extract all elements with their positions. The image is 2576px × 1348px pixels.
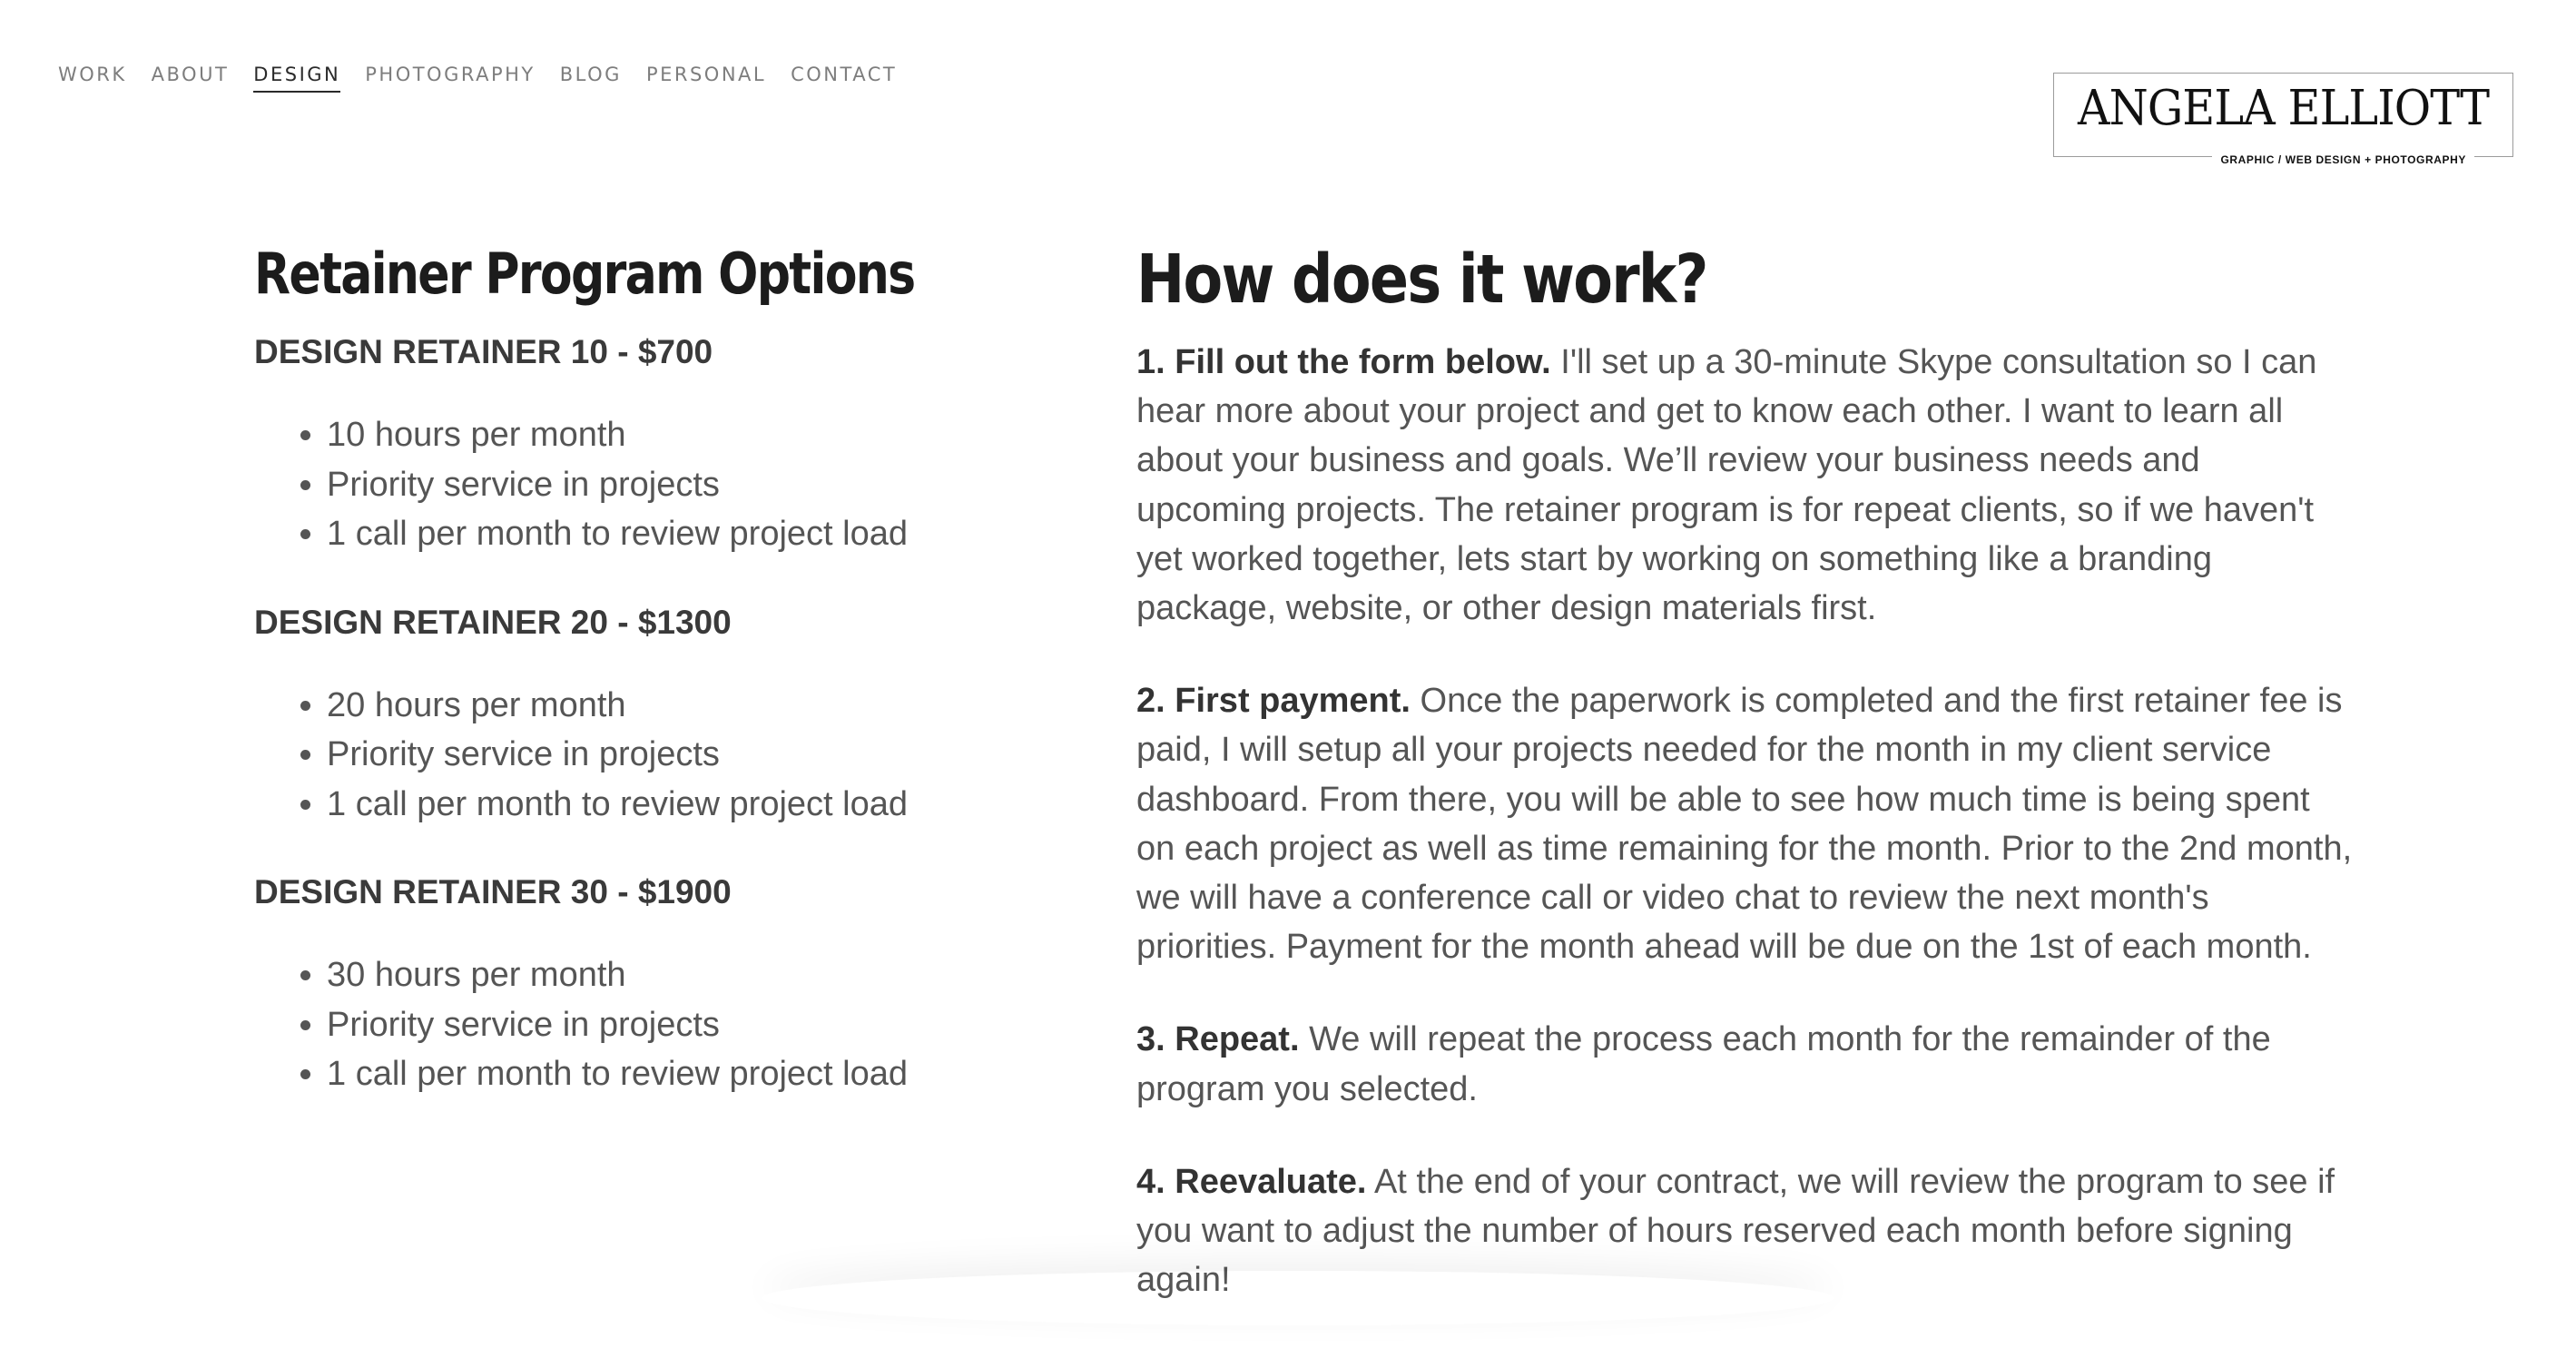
nav-item-personal[interactable]: PERSONAL <box>645 64 767 85</box>
list-item: • 20 hours per month <box>327 681 1053 731</box>
plan-retainer-30 <box>254 871 1053 1099</box>
nav-item-design[interactable]: DESIGN <box>253 64 340 93</box>
site-logo[interactable] <box>2053 73 2513 166</box>
how-it-works-title: How does it work? <box>1136 241 1707 319</box>
plan-title: DESIGN RETAINER 30 - $1900 <box>254 873 732 910</box>
step-text: Once the paperwork is completed and the first retainer fee is paid, I will setup all your projects needed for the month in my client service dashboard. From there, you will be able to see how much time is being spent on each project as well as time remaining for the month. Prior to the 2nd month, we will have a conference call or video chat to review the next month's priorities. Payment for the month ahead will be due on the 1st of each month. <box>1136 682 2353 967</box>
nav-item-photography[interactable]: PHOTOGRAPHY <box>365 64 536 85</box>
logo-name: ANGELA ELLIOTT <box>2077 81 2490 136</box>
plan-retainer-20 <box>254 601 1053 830</box>
step-lead: 3. Repeat. <box>1136 1020 1300 1059</box>
list-item: • Priority service in projects <box>327 1000 1053 1050</box>
nav-item-blog[interactable]: BLOG <box>559 64 622 85</box>
list-item: • 1 call per month to review project load <box>327 509 1053 559</box>
step-text: I'll set up a 30-minute Skype consultation so I can hear more about your project and get to know each other. I want to learn all about your business and goals. We’ll review your business needs and upcoming projects. The retainer program is for repeat clients, so if we haven't yet worked together, lets start by working on something like a branding package, website, or other design materials first. <box>1136 343 2317 628</box>
main-nav <box>58 64 897 93</box>
list-item: • Priority service in projects <box>327 460 1053 510</box>
step-lead: 1. Fill out the form below. <box>1136 343 1551 381</box>
retainer-options-title: Retainer Program Options <box>254 241 915 307</box>
plan-retainer-10 <box>254 330 1053 559</box>
nav-item-about[interactable]: ABOUT <box>151 64 230 85</box>
bottom-fade-shadow <box>762 1271 1834 1325</box>
plan-feature-list <box>254 410 1053 559</box>
plan-feature-list <box>254 950 1053 1099</box>
step-repeat <box>1136 1015 2353 1113</box>
nav-item-contact[interactable]: CONTACT <box>791 64 898 85</box>
list-item: • Priority service in projects <box>327 730 1053 780</box>
list-item: • 30 hours per month <box>327 950 1053 1000</box>
step-lead: 2. First payment. <box>1136 682 1411 721</box>
how-it-works-section <box>1136 238 2353 1348</box>
step-text: At the end of your contract, we will review the program to see if you want to adjust the number of hours reserved each month before signing again! <box>1136 1162 2335 1300</box>
plan-feature-list <box>254 681 1053 830</box>
step-text: We will repeat the process each month for the remainder of the program you selected. <box>1136 1020 2271 1108</box>
list-item: • 10 hours per month <box>327 410 1053 460</box>
plan-title: DESIGN RETAINER 20 - $1300 <box>254 603 732 641</box>
step-first-payment <box>1136 676 2353 971</box>
step-fill-form <box>1136 338 2353 633</box>
list-item: • 1 call per month to review project load <box>327 1049 1053 1099</box>
list-item: • 1 call per month to review project load <box>327 780 1053 830</box>
logo-tagline: GRAPHIC / WEB DESIGN + PHOTOGRAPHY <box>2212 153 2474 166</box>
plan-title: DESIGN RETAINER 10 - $700 <box>254 333 713 370</box>
retainer-options-section <box>254 238 1053 1099</box>
nav-item-work[interactable]: WORK <box>58 64 127 85</box>
step-lead: 4. Reevaluate. <box>1136 1162 1367 1201</box>
